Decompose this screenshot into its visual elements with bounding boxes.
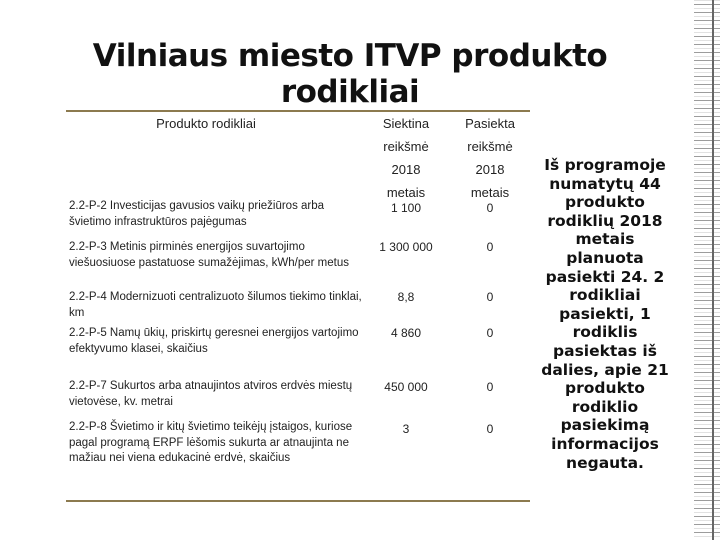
- row-6-indicator: 2.2-P-8 Švietimo ir kitų švietimo teikėjų įstaigos, kuriose pagal programą ERPF lėšomis sukurta ar atnaujinta ne mažiau nei viena edukacinė erdvė, skaičius: [69, 421, 353, 464]
- header-target-line: reikšmė: [383, 139, 429, 154]
- row-1-indicator: 2.2-P-2 Investicijas gavusios vaikų priežiūros arba švietimo infrastruktūros pajėgumas: [69, 200, 325, 228]
- row-2-indicator: 2.2-P-3 Metinis pirminės energijos suvartojimo viešuosiuose pastatuose sumažėjimas, kWh/per metus: [69, 241, 349, 269]
- header-achieved-line: metais: [470, 185, 510, 200]
- row-4-achieved: 0: [486, 326, 494, 340]
- row-5-achieved: 0: [486, 380, 494, 394]
- decorative-edge-line: [712, 0, 714, 540]
- header-achieved: [452, 112, 528, 204]
- row-3-achieved: 0: [486, 290, 494, 304]
- row-2-target: 1 300 000: [379, 240, 433, 254]
- header-indicator: Produkto rodikliai: [156, 116, 256, 131]
- row-4-target: 4 860: [390, 326, 422, 340]
- row-1-achieved: 0: [486, 201, 494, 215]
- row-6-achieved: 0: [486, 422, 494, 436]
- header-target-line: metais: [386, 185, 426, 200]
- table-bottom-rule: [66, 500, 530, 502]
- header-achieved-line: Pasiekta: [465, 116, 515, 131]
- header-achieved-line: reikšmė: [467, 139, 513, 154]
- header-target-line: 2018: [391, 162, 421, 177]
- header-target: [368, 112, 444, 204]
- row-6-target: 3: [402, 422, 410, 436]
- row-5-target: 450 000: [384, 380, 428, 394]
- summary-note: Iš programoje numatytų 44 produkto rodiklių 2018 metais planuota pasiekti 24. 2 rodikliai pasiekti, 1 rodiklis pasiektas iš dalies, apie 21 produkto rodiklio pasiekimą informacijos negauta.: [541, 156, 669, 472]
- header-target-line: Siektina: [382, 116, 430, 131]
- decorative-edge-pattern: [694, 0, 720, 540]
- row-5-indicator: 2.2-P-7 Sukurtos arba atnaujintos atviros erdvės miestų vietovėse, kv. metrai: [69, 380, 353, 408]
- row-2-achieved: 0: [486, 240, 494, 254]
- header-achieved-line: 2018: [475, 162, 505, 177]
- row-3-target: 8,8: [397, 290, 415, 304]
- row-3-indicator: 2.2-P-4 Modernizuoti centralizuoto šilumos tiekimo tinklai, km: [69, 291, 362, 319]
- row-4-indicator: 2.2-P-5 Namų ūkių, priskirtų geresnei energijos vartojimo efektyvumo klasei, skaičius: [69, 327, 359, 355]
- slide-title: Vilniaus miesto ITVP produkto rodikliai: [92, 38, 608, 110]
- row-1-target: 1 100: [390, 201, 422, 215]
